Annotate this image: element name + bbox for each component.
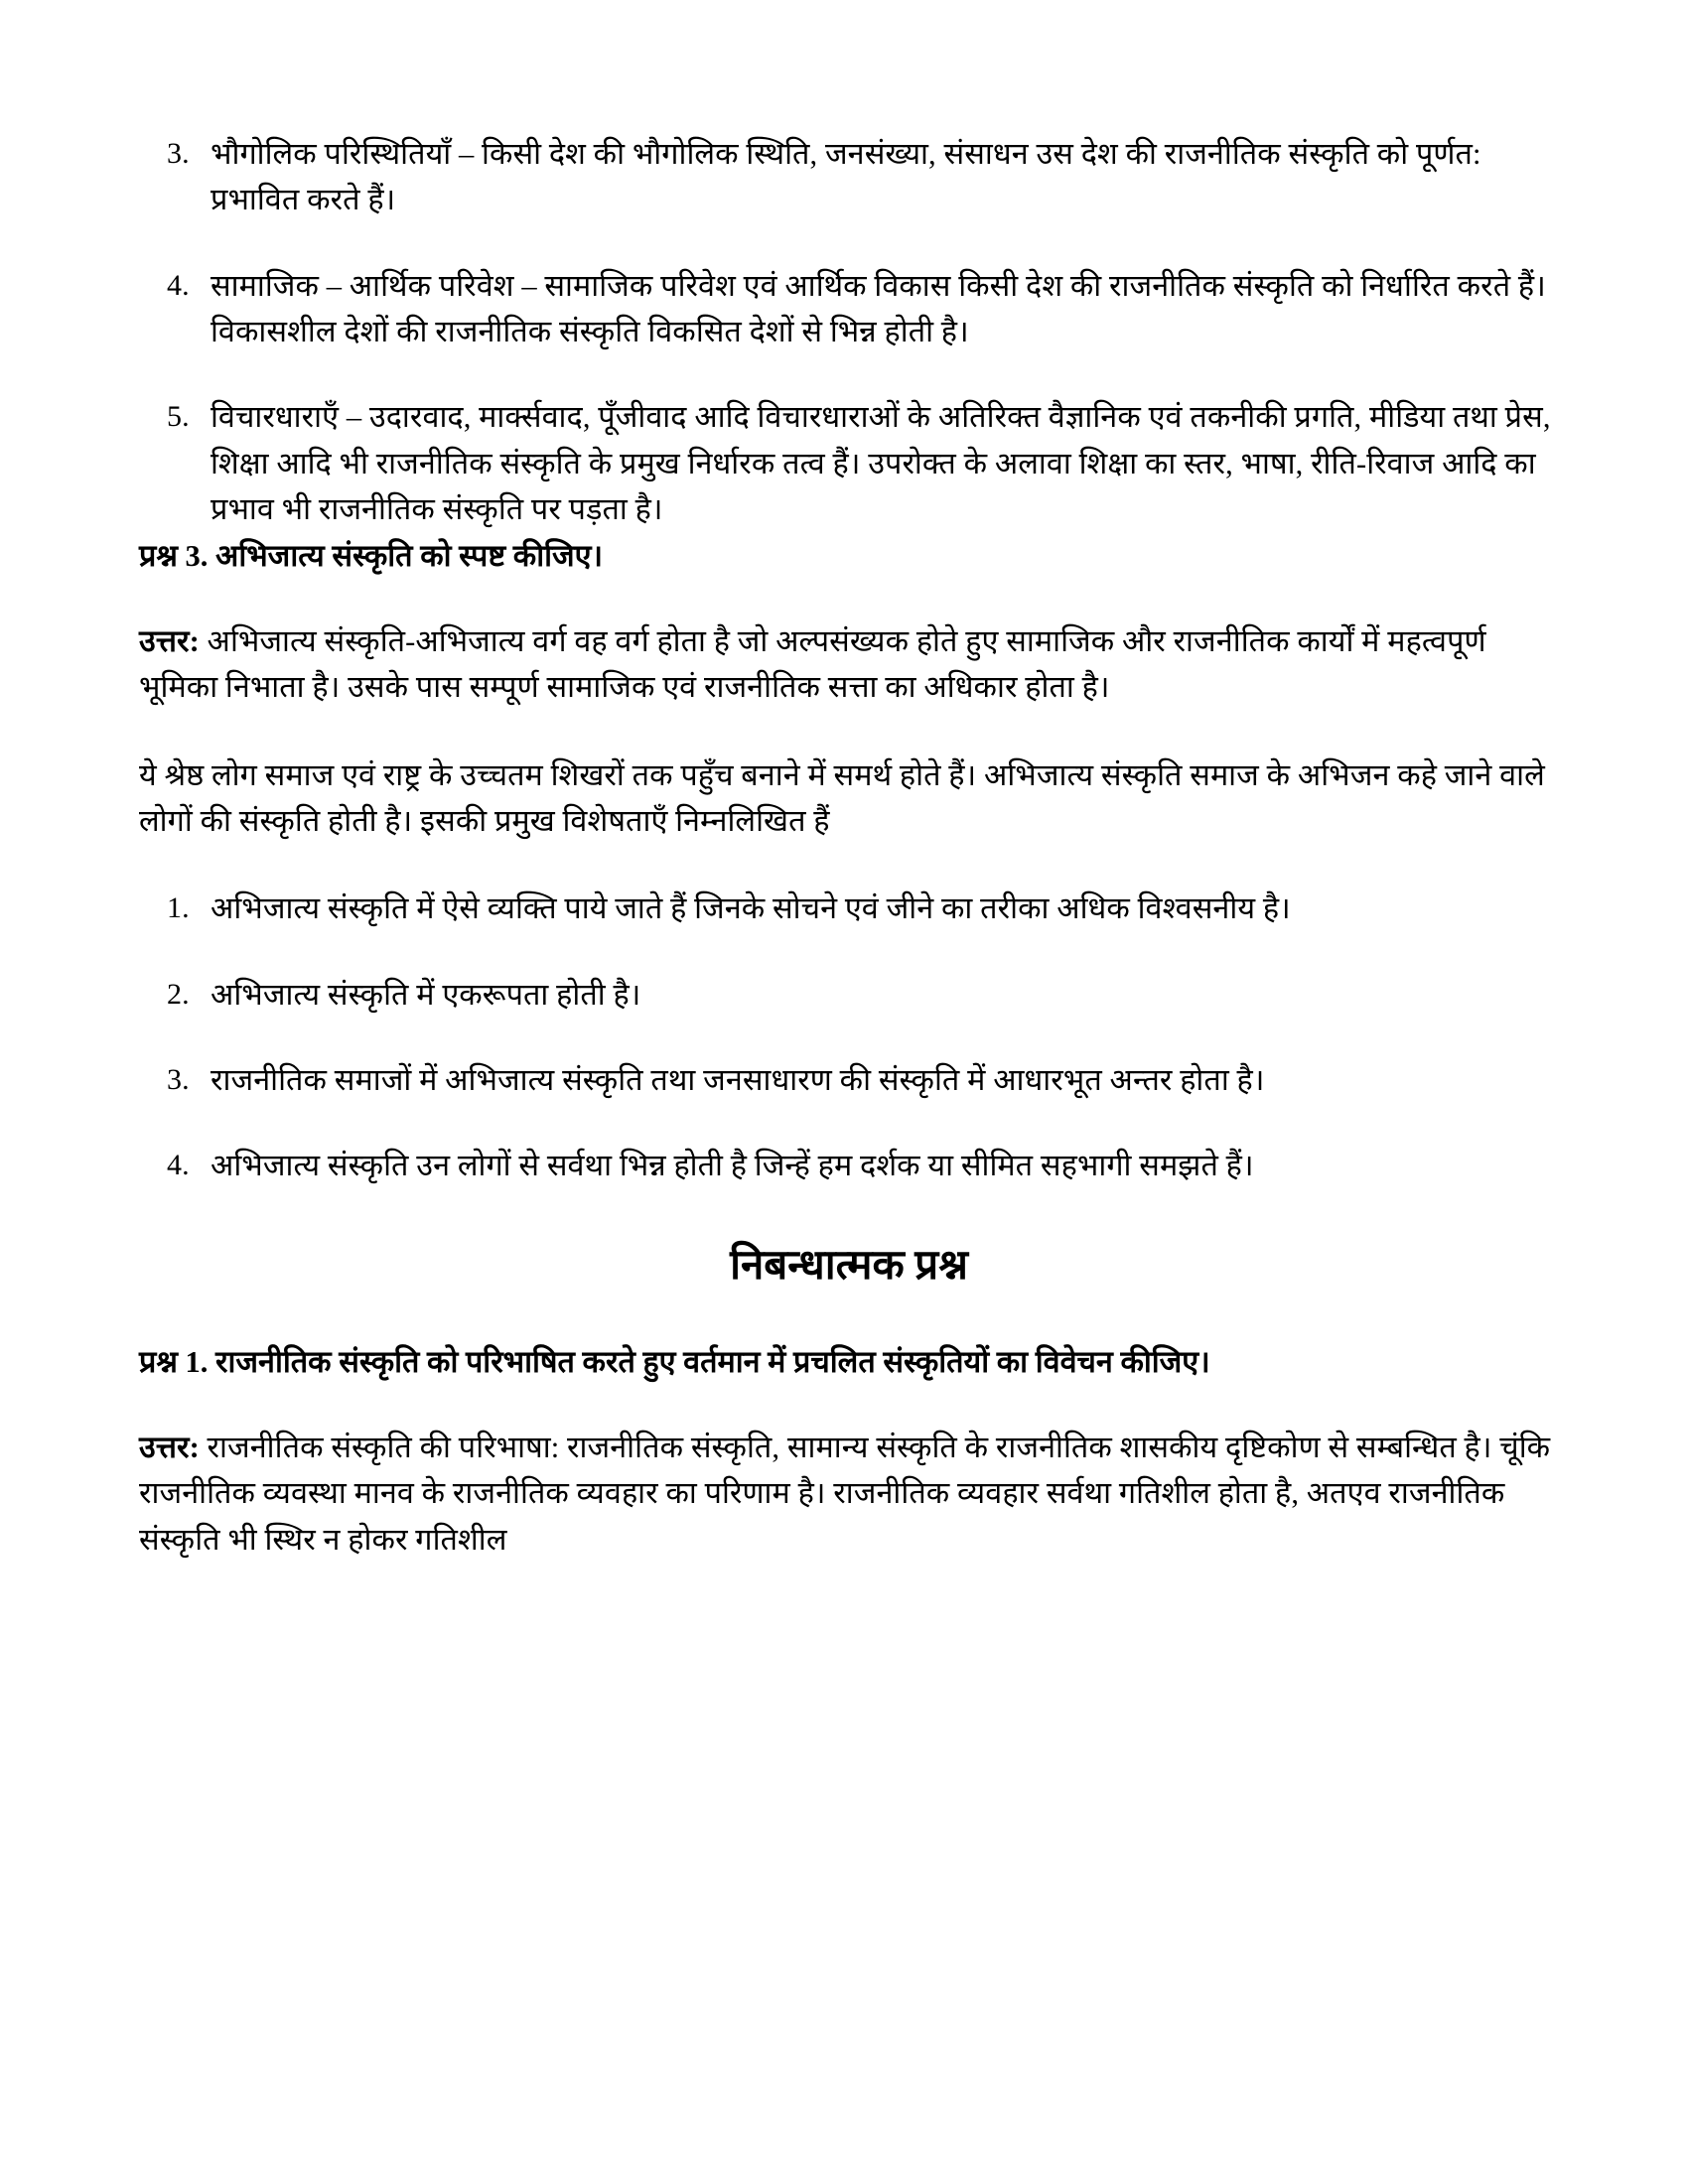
spacer [139, 1189, 1559, 1237]
list-item-text: विचारधाराएँ – उदारवाद, मार्क्सवाद, पूँजीवाद आदि विचारधाराओं के अतिरिक्त वैज्ञानिक एवं तकनीकी प्रगति, मीडिया तथा प्रेस, शिक्षा आदि भी राजनीतिक संस्कृति के प्रमुख निर्धारक तत्व हैं। उपरोक्त के अलावा शिक्षा का स्तर, भाषा, रीति-रिवाज आदि का प्रभाव भी राजनीतिक संस्कृति पर पड़ता है। [211, 400, 1551, 527]
list-marker: 5. [167, 400, 190, 434]
list-item-text: सामाजिक – आर्थिक परिवेश – सामाजिक परिवेश एवं आर्थिक विकास किसी देश की राजनीतिक संस्कृति को निर्धारित करते हैं। विकासशील देशों की राजनीतिक संस्कृति विकसित देशों से भिन्न होती है। [211, 268, 1546, 349]
list-item [139, 1057, 1559, 1103]
list-item-text: राजनीतिक समाजों में अभिजात्य संस्कृति तथा जनसाधारण की संस्कृति में आधारभूत अन्तर होता है। [211, 1063, 1265, 1098]
list-marker: 4. [167, 1149, 190, 1182]
answer-text: अभिजात्य संस्कृति-अभिजात्य वर्ग वह वर्ग होता है जो अल्पसंख्यक होते हुए सामाजिक और राजनीतिक कार्यों में महत्वपूर्ण भूमिका निभाता है। उसके पास सम्पूर्ण सामाजिक एवं राजनीतिक सत्ता का अधिकार होता है। [139, 623, 1486, 705]
list-item-text: अभिजात्य संस्कृति में एकरूपता होती है। [211, 977, 641, 1012]
question-1-heading: प्रश्न 1. राजनीतिक संस्कृति को परिभाषित करते हुए वर्तमान में प्रचलित संस्कृतियों का विवेचन कीजिए। [139, 1344, 1210, 1379]
list-marker: 2. [167, 977, 190, 1011]
question-3-heading: प्रश्न 3. अभिजात्य संस्कृति को स्पष्ट कीजिए। [139, 538, 604, 573]
list-item [139, 886, 1559, 931]
page-content [139, 131, 1559, 1563]
question-1-answer-paragraph-1 [139, 1425, 1559, 1563]
answer-label: उत्तर: [139, 623, 200, 658]
list-item [139, 131, 1559, 223]
list-item-text: भौगोलिक परिस्थितियाँ – किसी देश की भौगोलिक स्थिति, जनसंख्या, संसाधन उस देश की राजनीतिक संस्कृति को पूर्णत: प्रभावित करते हैं। [211, 137, 1481, 217]
list-marker: 3. [167, 137, 190, 170]
abhijatya-features-list [139, 886, 1559, 1188]
list-marker: 4. [167, 268, 190, 302]
section-heading: निबन्धात्मक प्रश्न [730, 1242, 968, 1289]
list-item [139, 1143, 1559, 1188]
list-item [139, 263, 1559, 355]
answer-label: उत्तर: [139, 1430, 200, 1464]
answer-text: राजनीतिक संस्कृति की परिभाषा: राजनीतिक संस्कृति, सामान्य संस्कृति के राजनीतिक शासकीय दृष्टिकोण से सम्बन्धित है। चूंकि राजनीतिक व्यवस्था मानव के राजनीतिक व्यवहार का परिणाम है। राजनीतिक व्यवहार सर्वथा गतिशील होता है, अतएव राजनीतिक संस्कृति भी स्थिर न होकर गतिशील [139, 1430, 1551, 1557]
continued-numbered-list [139, 131, 1559, 533]
list-item [139, 394, 1559, 532]
list-marker: 3. [167, 1063, 190, 1097]
list-item-text: अभिजात्य संस्कृति में ऐसे व्यक्ति पाये जाते हैं जिनके सोचने एवं जीने का तरीका अधिक विश्वसनीय है। [211, 891, 1291, 926]
list-item-text: अभिजात्य संस्कृति उन लोगों से सर्वथा भिन्न होती है जिन्हें हम दर्शक या सीमित सहभागी समझते हैं। [211, 1149, 1254, 1183]
list-item [139, 972, 1559, 1018]
question-3-answer-paragraph-2: ये श्रेष्ठ लोग समाज एवं राष्ट्र के उच्चतम शिखरों तक पहुँच बनाने में समर्थ होते हैं। अभिजात्य संस्कृति समाज के अभिजन कहे जाने वाले लोगों की संस्कृति होती है। इसकी प्रमुख विशेषताएँ निम्नलिखित हैं [139, 757, 1545, 838]
list-marker: 1. [167, 891, 190, 925]
question-3-answer-paragraph-1 [139, 618, 1559, 711]
